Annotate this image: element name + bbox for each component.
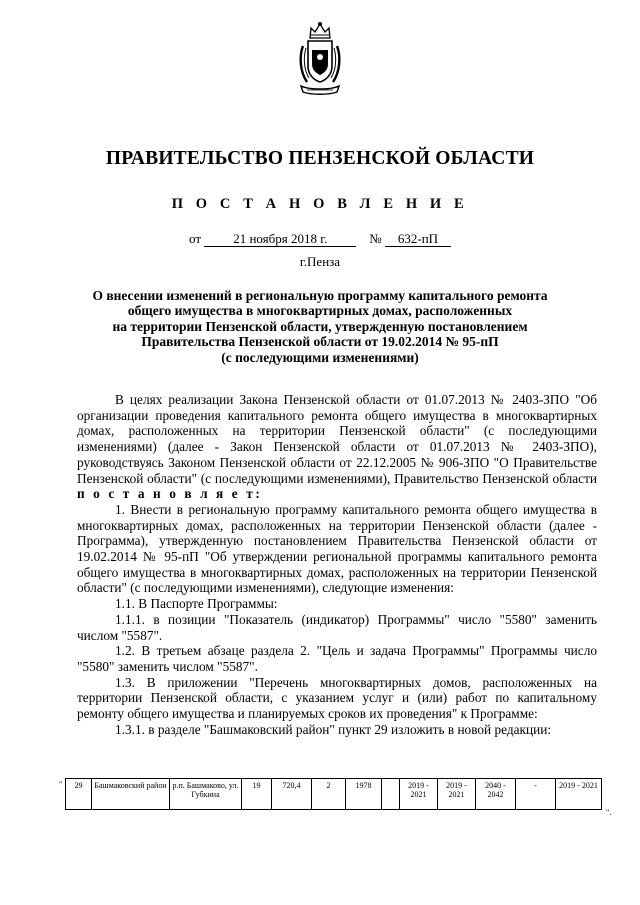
preamble-paragraph xyxy=(77,392,597,502)
table-close-quote: ". xyxy=(606,808,612,817)
number-prefix: № xyxy=(369,231,382,246)
title-line: О внесении изменений в региональную программу капитального ремонта xyxy=(92,288,548,303)
table-cell: 2019 - 2021 xyxy=(556,779,602,810)
paragraph-1-3-1: 1.3.1. в разделе "Башмаковский район" пункт 29 изложить в новой редакции: xyxy=(115,721,552,737)
document-body xyxy=(77,392,597,737)
paragraph-1: 1. Внести в региональную программу капитального ремонта общего имущества в многоквартирных домах, расположенных на территории Пензенской области (далее - Программа), утвержденную постановлением Правительства Пензенской области от 19.02.2014 № 95-пП "Об утверждении региональной программы капитального ремонта общего имущества в многоквартирных домах, расположенных на территории Пензенской области" (с последующими изменениями), следующие изменения: xyxy=(77,501,597,596)
title-line: Правительства Пензенской области от 19.02.2014 № 95-пП xyxy=(141,334,499,350)
date-number-line xyxy=(0,231,640,247)
table-open-quote: " xyxy=(59,780,63,789)
table-cell: 2 xyxy=(312,779,346,810)
table-cell: р.п. Башмаково, ул. Губкина xyxy=(170,779,242,810)
table-cell: 2019 - 2021 xyxy=(400,779,438,810)
coat-of-arms-emblem xyxy=(297,20,343,98)
table-cell: Башмаковский район xyxy=(92,779,170,810)
table-row xyxy=(66,779,602,810)
decree-word: п о с т а н о в л я е т: xyxy=(77,486,263,502)
table-cell: 720,4 xyxy=(272,779,312,810)
table-cell: 1978 xyxy=(346,779,382,810)
document-title xyxy=(70,288,570,365)
program-table xyxy=(65,778,602,810)
document-number: 632-пП xyxy=(385,232,451,247)
table-cell: 2040 - 2042 xyxy=(476,779,516,810)
table-cell: - xyxy=(516,779,556,810)
preamble-text: В целях реализации Закона Пензенской области от 01.07.2013 № 2403-ЗПО "Об организации проведения капитального ремонта общего имущества в многоквартирных домах, расположенных на территории Пензенской области" (с последующими изменениями) (далее - Закон Пензенской области от 01.07.2013 № 2403-ЗПО), руководствуясь Законом Пензенской области от 22.12.2005 № 906-ЗПО "О Правительстве Пензенской области" (с последующими изменениями), Правительство Пензенской области xyxy=(77,392,597,486)
city: г.Пенза xyxy=(299,254,341,269)
table-cell: 19 xyxy=(242,779,272,810)
title-line: на территории Пензенской области, утвержденную постановлением xyxy=(112,318,528,334)
document-type: П О С Т А Н О В Л Е Н И Е xyxy=(171,196,469,212)
paragraph-1-1-1: 1.1.1. в позиции "Показатель (индикатор) Программы" число "5580" заменить числом "5587". xyxy=(77,611,597,643)
document-date: 21 ноября 2018 г. xyxy=(204,232,356,247)
paragraph-1-2: 1.2. В третьем абзаце раздела 2. "Цель и задача Программы" Программы число "5580" заменить числом "5587". xyxy=(77,643,597,674)
organization-name: ПРАВИТЕЛЬСТВО ПЕНЗЕНСКОЙ ОБЛАСТИ xyxy=(105,148,535,169)
paragraph-1-1: 1.1. В Паспорте Программы: xyxy=(115,596,278,612)
date-prefix: от xyxy=(189,231,202,246)
table-cell: 29 xyxy=(66,779,92,810)
paragraph-1-3: 1.3. В приложении "Перечень многоквартирных домов, расположенных на территории Пензенской области, с указанием услуг и (или) работ по капитальному ремонту общего имущества и планируемых сроков их проведения" к Программе: xyxy=(77,674,597,722)
title-line: (с последующими изменениями) xyxy=(221,349,419,365)
title-line: общего имущества в многоквартирных домах, расположенных xyxy=(127,303,513,319)
table-cell: 2019 - 2021 xyxy=(438,779,476,810)
table-cell xyxy=(382,779,400,810)
